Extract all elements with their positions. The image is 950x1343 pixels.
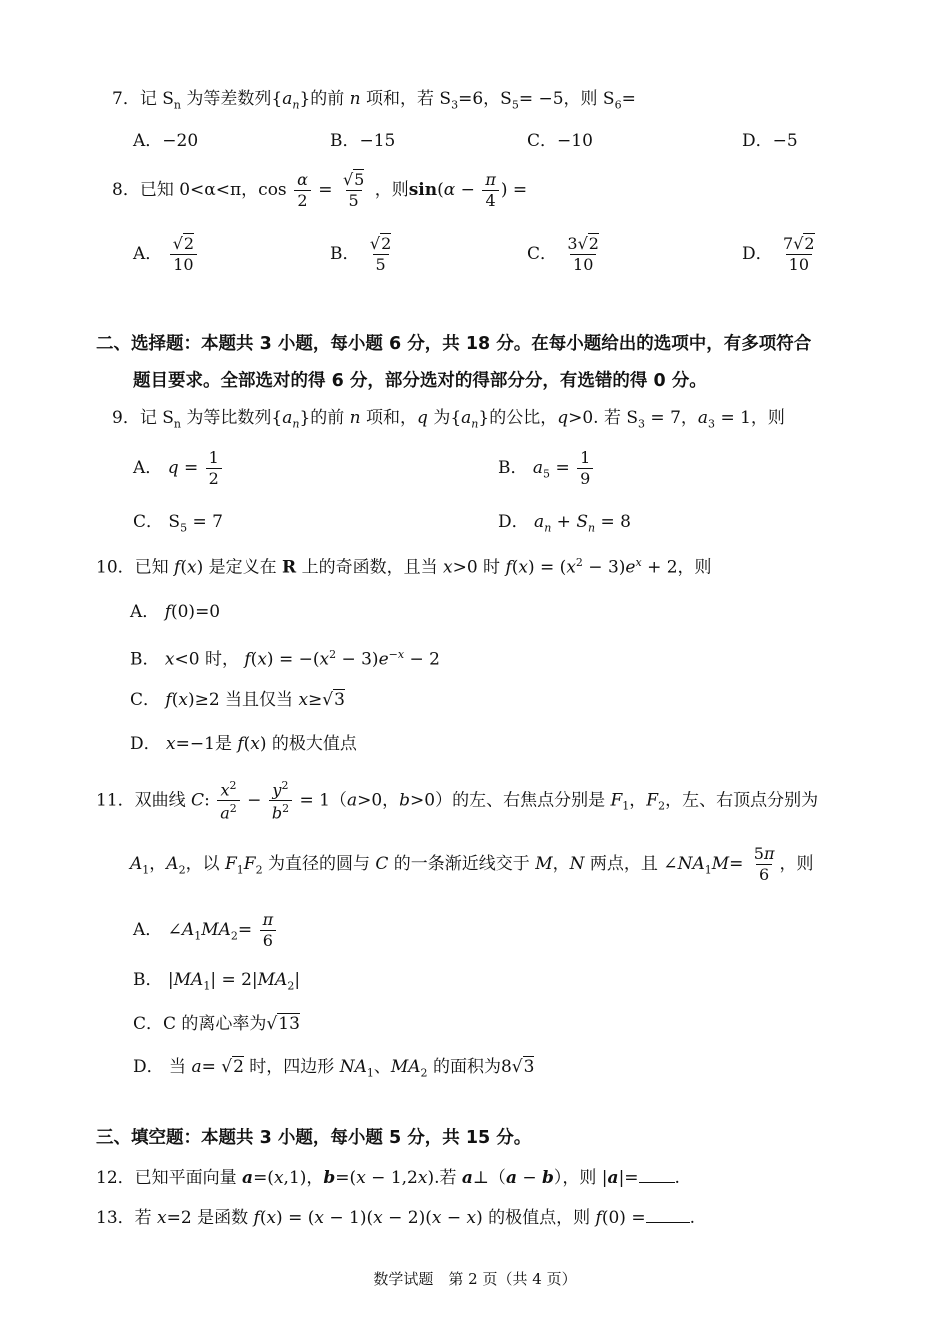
q8-option-a: A． $\frac{√2}{10}$ — [133, 236, 199, 273]
q9-option-b: B． $a_5$ = $\frac{1}{9}$ — [498, 450, 595, 487]
q10-option-c: C． f(x)≥2 当且仅当 x≥√3 — [130, 690, 345, 710]
question-11-stem-line2: $A_1$，$A_2$，以 $F_1F_2$ 为直径的圆与 C 的一条渐近线交于 M，N 两点，且 $\angle NA_1M=$ $\frac{5\pi}{6}$ ，则 — [130, 844, 814, 884]
q11-option-c: C．C 的离心率为√13 — [133, 1014, 300, 1034]
q9-option-d: D． $a_n + S_n = 8$ — [498, 512, 631, 535]
question-11-stem-line1: 11．双曲线 C: $\frac{x^2}{a^2}$ − $\frac{y^2}{b^2}$ = 1（a>0，b>0）的左、右焦点分别是 $F_1$，$F_2$，左、右顶点分别为 — [96, 779, 819, 823]
q8-option-b: B． $\frac{√2}{5}$ — [330, 234, 392, 274]
section-2-heading-line2: 题目要求。全部选对的得 6 分，部分选对的得部分分，有选错的得 0 分。 — [133, 371, 707, 391]
question-9-stem: 9．记 $S_n$ 为等比数列$\{a_n\}$的前 n 项和，q 为$\{a_n\}$的公比，q>0. 若 $S_3 = 7$，$a_3 = 1$，则 — [112, 408, 785, 431]
page-footer: 数学试题 第 2 页（共 4 页） — [373, 1270, 577, 1288]
q11-option-b: B． $|MA_1| = 2|MA_2|$ — [133, 970, 301, 993]
section-3-heading: 三、填空题：本题共 3 小题，每小题 5 分，共 15 分。 — [96, 1128, 532, 1148]
question-8-stem: 8．已知 0<α<π，cos $\frac{\alpha}{2}$ = $\frac{√5}{5}$ ，则sin(α − $\frac{\pi}{4}$ ) = — [112, 170, 528, 210]
question-13: 13．若 x=2 是函数 f(x) = (x − 1)(x − 2)(x − x) 的极值点，则 f(0) = . — [96, 1208, 695, 1228]
q7-option-c: C．−10 — [527, 131, 593, 151]
q8-option-d: D． $\frac{7√2}{10}$ — [742, 234, 815, 274]
q10-option-b: B． x<0 时， $f(x) = -(x^2 - 3)e^{-x} - 2$ — [130, 648, 440, 670]
q11-option-a: A． $\angle A_1MA_2=$ $\frac{\pi}{6}$ — [133, 912, 278, 949]
q7-option-d: D．−5 — [742, 131, 798, 151]
q9-option-a: A． q = $\frac{1}{2}$ — [133, 450, 224, 487]
q11-option-d: D． 当 a= √2 时，四边形 $NA_1$、$MA_2$ 的面积为8√3 — [133, 1057, 535, 1080]
question-7-stem: 7．记 $S_n$ 为等差数列$\{a_n\}$的前 n 项和，若 $S_3=6$，$S_5= -5$，则 $S_6=$ — [112, 89, 636, 112]
q10-option-d: D． x=−1是 f(x) 的极大值点 — [130, 734, 357, 754]
q8-option-c: C． $\frac{3√2}{10}$ — [527, 234, 599, 274]
q7-option-a: A．−20 — [133, 131, 199, 151]
section-2-heading-line1: 二、选择题：本题共 3 小题，每小题 6 分，共 18 分。在每小题给出的选项中，有多项符合 — [96, 334, 812, 354]
q9-option-c: C． $S_5 = 7$ — [133, 512, 223, 535]
q7-option-b: B．−15 — [330, 131, 396, 151]
q10-option-a: A． f(0)=0 — [130, 602, 221, 622]
question-10-stem: 10．已知 f(x) 是定义在 R 上的奇函数，且当 x>0 时 $f(x) = (x^2 - 3)e^x + 2$，则 — [96, 556, 712, 578]
question-12: 12．已知平面向量 a=(x,1)，b=(x − 1,2x).若 a⊥（a − b），则 |a|= . — [96, 1168, 680, 1188]
